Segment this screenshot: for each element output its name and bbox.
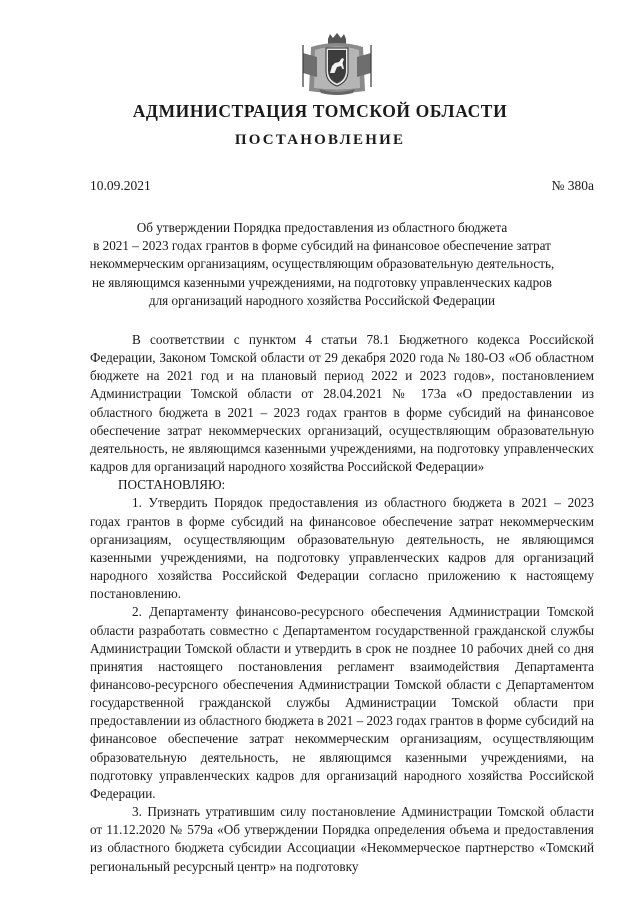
- document-number: № 380а: [551, 178, 594, 193]
- subject-line: Об утверждении Порядка предоставления из областного бюджета: [136, 220, 508, 235]
- subject-line: не являющимся казенными учреждениями, на подготовку управленческих кадров: [92, 274, 552, 290]
- subject-line: в 2021 – 2023 годах грантов в форме субсидий на финансовое обеспечение затрат: [93, 238, 551, 254]
- subject-line: для организаций народного хозяйства Российской Федерации: [148, 292, 496, 308]
- document-subject: [80, 219, 564, 310]
- item-paragraph: 2. Департаменту финансово-ресурсного обеспечения Администрации Томской области разработать совместно с Департаментом государственной гражданской службы Администрации Томской области и утвердить в срок не позднее 10 рабочих дней со дня принятия настоящего постановления регламент взаимодействия Департамента финансово-ресурсного обеспечения Администрации Томской области с Департаментом государственной гражданской службы Администрации Томской области при предоставлении из областного бюджета в 2021 – 2023 годах грантов в форме субсидий на финансовое обеспечение затрат некоммерческим организациям, осуществляющим образовательную деятельность, не являющимся казенными учреждениями, на подготовку управленческих кадров для организаций народного хозяйства Российской Федерации.: [90, 604, 594, 801]
- tomsk-coat-of-arms-icon: [297, 33, 377, 95]
- subject-line: некоммерческим организациям, осуществляющим образовательную деятельность,: [89, 256, 555, 272]
- item-paragraph: 3. Признать утратившим силу постановление Администрации Томской области от 11.12.2020 № 579а «Об утверждении Порядка определения объема и предоставления из областного бюджета субсидии Ассоциации «Некоммерческое партнерство «Томский региональный ресурсный центр» на подготовку: [90, 804, 594, 874]
- document-type: ПОСТАНОВЛЕНИЕ: [234, 132, 406, 148]
- item-paragraph: 1. Утвердить Порядок предоставления из областного бюджета в 2021 – 2023 годах грантов в форме субсидий на финансовое обеспечение затрат некоммерческим организациям, осуществляющим образовательную деятельность, не являющимся казенными учреждениями, на подготовку управленческих кадров для организаций народного хозяйства Российской Федерации согласно приложению к настоящему постановлению.: [90, 495, 594, 602]
- document-date: 10.09.2021: [90, 178, 151, 193]
- preamble-paragraph: В соответствии с пунктом 4 статьи 78.1 Бюджетного кодекса Российской Федерации, Законом Томской области от 29 декабря 2020 года № 180-ОЗ «Об областном бюджете на 2021 год и на плановый период 2022 и 2023 годов», постановлением Администрации Томской области от 28.04.2021 № 173а «О предоставлении из областного бюджета в 2021 – 2023 годах грантов в форме субсидий на финансовое обеспечение затрат некоммерческих организаций, осуществляющим образовательную деятельность, не являющимся казенными учреждениями, на подготовку управленческих кадров для организаций народного хозяйства Российской Федерации»: [90, 332, 594, 475]
- organization-title: АДМИНИСТРАЦИЯ ТОМСКОЙ ОБЛАСТИ: [132, 101, 508, 121]
- decree-word: ПОСТАНОВЛЯЮ:: [118, 477, 226, 493]
- document-body: [90, 331, 594, 876]
